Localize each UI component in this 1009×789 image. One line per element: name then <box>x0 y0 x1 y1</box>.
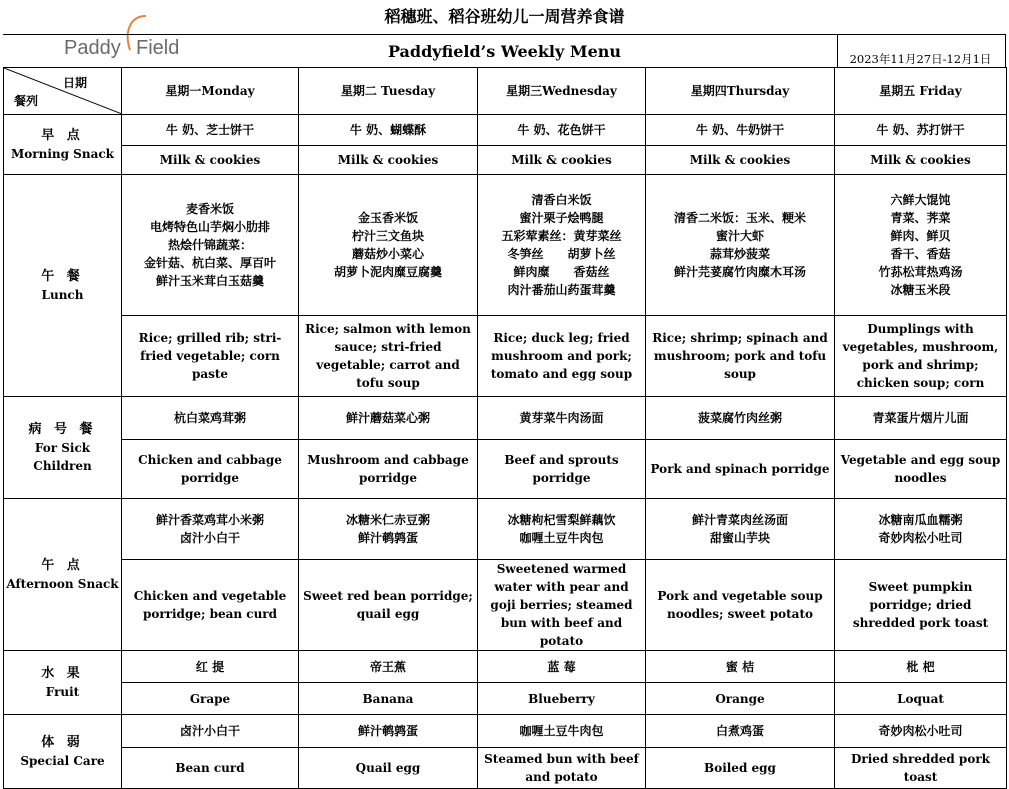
day-header-row <box>4 68 1007 115</box>
dish-en-wednesday: Beef and sprouts porridge <box>478 440 646 499</box>
dish-line: 冰糖枸杞雪梨鲜藕饮 <box>507 513 616 527</box>
meal-row-en <box>4 560 1007 651</box>
dish-cn-monday <box>122 115 299 146</box>
date-box-left-border <box>837 34 838 67</box>
dish-cn-tuesday <box>299 499 478 560</box>
dish-line: 白煮鸡蛋 <box>715 724 764 738</box>
dish-line: 牛 奶、苏打饼干 <box>876 123 965 137</box>
dish-line: 冰糖米仁赤豆粥 <box>345 513 430 527</box>
dish-en-tuesday: Rice; salmon with lemon sauce; stri-fried vegetable; carrot and tofu soup <box>299 316 478 397</box>
dish-en-monday: Rice; grilled rib; stri-fried vegetable; corn paste <box>122 316 299 397</box>
meal-category-cell <box>4 499 122 651</box>
meal-row-cn <box>4 499 1007 560</box>
dish-line: 冰糖南瓜血糯粥 <box>878 513 963 527</box>
svg-text:Paddy: Paddy <box>64 37 121 59</box>
dish-en-friday: Sweet pumpkin porridge; dried shredded pork toast <box>835 560 1007 651</box>
dish-cn-friday <box>835 397 1007 440</box>
meal-category-en: For Sick Children <box>33 440 92 473</box>
dish-line: 鲜肉糜 香菇丝 <box>513 265 610 279</box>
meal-category-en: Lunch <box>41 287 84 302</box>
dish-cn-thursday <box>646 499 835 560</box>
dish-line: 麦香米饭 <box>185 202 234 216</box>
dish-line: 蜜 桔 <box>725 659 755 674</box>
dish-en-tuesday: Sweet red bean porridge; quail egg <box>299 560 478 651</box>
dish-line: 鲜汁香菜鸡茸小米粥 <box>155 513 264 527</box>
dish-cn-friday <box>835 715 1007 748</box>
dish-cn-wednesday <box>478 397 646 440</box>
meal-category-cell <box>4 175 122 397</box>
dish-en-tuesday: Mushroom and cabbage porridge <box>299 440 478 499</box>
dish-en-wednesday: Blueberry <box>478 683 646 715</box>
dish-en-friday: Milk & cookies <box>835 146 1007 175</box>
dish-line: 冰糖玉米段 <box>890 283 951 297</box>
dish-en-tuesday: Milk & cookies <box>299 146 478 175</box>
dish-en-monday: Bean curd <box>122 748 299 789</box>
header-corner-cell <box>4 68 122 115</box>
svg-text:Field: Field <box>136 37 180 59</box>
meal-row-cn <box>4 115 1007 146</box>
dish-line: 五彩荤素丝：黄芽菜丝 <box>501 229 622 243</box>
meal-category-en: Special Care <box>20 753 105 768</box>
dish-line: 鲜汁鹌鹑蛋 <box>357 724 418 738</box>
dish-line: 牛 奶、蝴蝶酥 <box>349 123 427 137</box>
dish-line: 青菜蛋片烟片儿面 <box>872 411 969 425</box>
dish-cn-friday <box>835 651 1007 683</box>
meal-row-en <box>4 316 1007 397</box>
dish-cn-monday <box>122 651 299 683</box>
dish-line: 胡萝卜泥肉糜豆腐羹 <box>333 265 442 279</box>
day-header-friday: 星期五 Friday <box>835 68 1007 115</box>
dish-line: 牛 奶、牛奶饼干 <box>695 123 785 137</box>
dish-en-friday: Vegetable and egg soup noodles <box>835 440 1007 499</box>
dish-line: 蜜汁大虾 <box>715 229 764 243</box>
dish-cn-tuesday <box>299 397 478 440</box>
dish-line: 蘑菇炒小菜心 <box>351 247 424 261</box>
meal-row-cn <box>4 651 1007 683</box>
meal-category-cn: 水 果 <box>41 665 84 681</box>
dish-line: 清香二米饭：玉米、粳米 <box>673 211 806 225</box>
dish-line: 奇妙肉松小吐司 <box>878 724 963 738</box>
dish-en-tuesday: Quail egg <box>299 748 478 789</box>
dish-en-thursday: Rice; shrimp; spinach and mushroom; pork and tofu soup <box>646 316 835 397</box>
dish-en-friday: Loquat <box>835 683 1007 715</box>
dish-en-monday: Chicken and vegetable porridge; bean curd <box>122 560 299 651</box>
dish-en-wednesday: Rice; duck leg; fried mushroom and pork; tomato and egg soup <box>478 316 646 397</box>
meal-category-cell <box>4 651 122 715</box>
day-header-thursday: 星期四Thursday <box>646 68 835 115</box>
dish-en-wednesday: Milk & cookies <box>478 146 646 175</box>
dish-line: 鲜汁芫荽腐竹肉糜木耳汤 <box>673 265 806 279</box>
dish-line: 牛 奶、芝士饼干 <box>165 123 255 137</box>
menu-body <box>4 115 1007 789</box>
meal-category-cn: 午 点 <box>41 557 84 573</box>
dish-cn-monday <box>122 175 299 316</box>
dish-line: 肉汁番茄山药蛋茸羹 <box>507 283 616 297</box>
meal-row-en <box>4 146 1007 175</box>
meal-category-cn: 午 餐 <box>41 268 84 284</box>
dish-line: 鲜汁玉米茸白玉菇羹 <box>155 274 264 288</box>
dish-line: 电烤特色山芋焖小肋排 <box>149 220 270 234</box>
weekly-menu-table <box>3 67 1007 789</box>
dish-en-tuesday: Banana <box>299 683 478 715</box>
dish-en-thursday: Boiled egg <box>646 748 835 789</box>
dish-line: 香干、香菇 <box>890 247 951 261</box>
corner-label-meal: 餐列 <box>14 94 39 108</box>
dish-en-monday: Milk & cookies <box>122 146 299 175</box>
dish-line: 青菜、荠菜 <box>890 211 951 225</box>
dish-line: 卤汁小白干 <box>179 531 240 545</box>
dish-cn-thursday <box>646 651 835 683</box>
meal-category-en: Afternoon Snack <box>6 576 119 591</box>
dish-cn-wednesday <box>478 175 646 316</box>
dish-line: 咖喱土豆牛肉包 <box>519 531 604 545</box>
dish-line: 金针菇、杭白菜、厚百叶 <box>143 256 276 270</box>
dish-cn-tuesday <box>299 651 478 683</box>
dish-cn-tuesday <box>299 115 478 146</box>
dish-line: 牛 奶、花色饼干 <box>517 123 606 137</box>
title-chinese: 稻穗班、稻谷班幼儿一周营养食谱 <box>384 7 625 26</box>
frame-right-border <box>1005 34 1006 67</box>
dish-line: 鲜汁蘑菇菜心粥 <box>345 411 430 425</box>
dish-line: 冬笋丝 胡萝卜丝 <box>507 247 616 261</box>
dish-en-wednesday: Steamed bun with beef and potato <box>478 748 646 789</box>
dish-line: 热烩什锦蔬菜： <box>167 238 252 252</box>
dish-en-thursday: Pork and spinach porridge <box>646 440 835 499</box>
meal-row-en <box>4 683 1007 715</box>
dish-cn-thursday <box>646 175 835 316</box>
dish-cn-wednesday <box>478 651 646 683</box>
dish-en-monday: Chicken and cabbage porridge <box>122 440 299 499</box>
dish-cn-friday <box>835 499 1007 560</box>
dish-line: 鲜汁青菜肉丝汤面 <box>691 513 788 527</box>
dish-line: 蜜汁栗子烩鸭腿 <box>519 211 604 225</box>
dish-en-wednesday: Sweetened warmed water with pear and goji berries; steamed bun with beef and potato <box>478 560 646 651</box>
dish-cn-friday <box>835 115 1007 146</box>
dish-cn-tuesday <box>299 715 478 748</box>
meal-row-en <box>4 748 1007 789</box>
dish-line: 卤汁小白干 <box>179 724 240 738</box>
day-header-tuesday: 星期二 Tuesday <box>299 68 478 115</box>
dish-cn-tuesday <box>299 175 478 316</box>
dish-cn-wednesday <box>478 715 646 748</box>
dish-line: 鲜肉、鲜贝 <box>890 229 951 243</box>
dish-cn-thursday <box>646 397 835 440</box>
dish-en-thursday: Orange <box>646 683 835 715</box>
dish-line: 黄芽菜牛肉汤面 <box>519 411 604 425</box>
dish-line: 竹荪松茸热鸡汤 <box>878 265 963 279</box>
header-top-border <box>3 34 1006 35</box>
dish-cn-monday <box>122 397 299 440</box>
dish-cn-wednesday <box>478 115 646 146</box>
dish-en-friday: Dried shredded pork toast <box>835 748 1007 789</box>
dish-line: 甜蜜山芋块 <box>709 531 770 545</box>
dish-line: 咖喱土豆牛肉包 <box>519 724 604 738</box>
meal-category-cn: 病 号 餐 <box>28 421 97 437</box>
dish-cn-thursday <box>646 115 835 146</box>
dish-cn-wednesday <box>478 499 646 560</box>
meal-category-cell <box>4 115 122 175</box>
dish-line: 帝王蕉 <box>369 659 406 674</box>
dish-en-thursday: Milk & cookies <box>646 146 835 175</box>
meal-row-en <box>4 440 1007 499</box>
meal-row-cn <box>4 715 1007 748</box>
dish-line: 蓝 莓 <box>547 659 576 674</box>
dish-line: 枇 杷 <box>906 659 935 674</box>
date-range: 2023年11月27日-12月1日 <box>849 52 992 66</box>
dish-line: 六鲜大馄饨 <box>890 193 951 207</box>
meal-row-cn <box>4 397 1007 440</box>
dish-line: 奇妙肉松小吐司 <box>878 531 963 545</box>
day-header-monday: 星期一Monday <box>122 68 299 115</box>
dish-line: 清香白米饭 <box>531 193 592 207</box>
dish-line: 菠菜腐竹肉丝粥 <box>697 411 782 425</box>
meal-category-cn: 体 弱 <box>41 734 84 750</box>
dish-cn-monday <box>122 499 299 560</box>
meal-category-cell <box>4 397 122 499</box>
dish-cn-thursday <box>646 715 835 748</box>
dish-cn-monday <box>122 715 299 748</box>
dish-line: 金玉香米饭 <box>357 211 418 225</box>
corner-label-date: 日期 <box>62 76 87 90</box>
dish-line: 柠汁三文鱼块 <box>351 229 424 243</box>
dish-line: 鲜汁鹌鹑蛋 <box>357 531 418 545</box>
day-header-wednesday: 星期三Wednesday <box>478 68 646 115</box>
dish-cn-friday <box>835 175 1007 316</box>
meal-category-cn: 早 点 <box>41 127 84 143</box>
dish-line: 杭白菜鸡茸粥 <box>173 411 246 425</box>
meal-category-en: Morning Snack <box>11 146 114 161</box>
meal-row-cn <box>4 175 1007 316</box>
meal-category-cell <box>4 715 122 789</box>
dish-en-monday: Grape <box>122 683 299 715</box>
dish-line: 红 提 <box>195 659 225 674</box>
meal-category-en: Fruit <box>45 684 80 699</box>
dish-en-thursday: Pork and vegetable soup noodles; sweet potato <box>646 560 835 651</box>
title-english: Paddyfield’s Weekly Menu <box>387 42 622 61</box>
dish-en-friday: Dumplings with vegetables, mushroom, pork and shrimp; chicken soup; corn <box>835 316 1007 397</box>
dish-line: 蒜茸炒菠菜 <box>709 247 770 261</box>
